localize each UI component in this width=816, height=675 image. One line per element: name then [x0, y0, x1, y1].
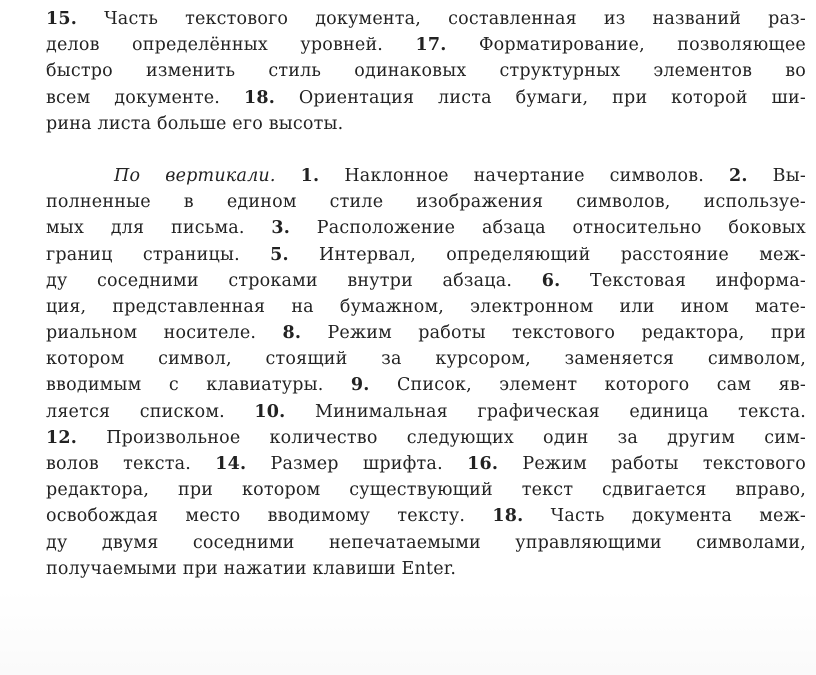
clue-text: Интервал, определяющий расстояние меж-	[288, 244, 806, 265]
text-line	[46, 530, 806, 556]
clue-text: вводимым с клавиатуры.	[46, 375, 351, 396]
horizontal-clues-tail	[46, 6, 806, 137]
text-line	[46, 163, 806, 189]
text-line	[46, 294, 806, 320]
clue-number: 14.	[215, 454, 247, 474]
clue-number: 16.	[467, 454, 499, 474]
text-line	[46, 268, 806, 294]
clue-text: Размер шрифта.	[246, 454, 468, 474]
clue-text: получаемыми при нажатии клавиши Enter.	[46, 558, 457, 579]
text-line	[46, 6, 806, 32]
clue-text: ду двумя соседними непечатаемыми управляющими символами,	[46, 532, 806, 553]
text-line	[46, 399, 806, 425]
clue-text: котором символ, стоящий за курсором, заменяется символом,	[46, 349, 806, 370]
clue-text: Наклонное начертание символов.	[319, 165, 730, 186]
clue-text: волов текста.	[46, 454, 216, 474]
clue-text: полненные в едином стиле изображения символов, используе-	[46, 192, 806, 213]
clue-text: ду соседними строками внутри абзаца.	[46, 270, 542, 291]
clue-text: границ страницы.	[46, 244, 271, 265]
text-line	[46, 503, 806, 529]
vertical-clues	[46, 163, 806, 582]
text-line	[46, 320, 806, 346]
clue-number: 12.	[46, 427, 78, 448]
clue-number: 18.	[243, 87, 275, 108]
clue-number: 8.	[282, 323, 302, 344]
text-line	[46, 189, 806, 215]
clue-number: 9.	[350, 375, 370, 396]
clue-text: Режим работы текстового	[498, 454, 806, 474]
clue-text: Список, элемент которого сам яв-	[369, 375, 807, 396]
text-line	[46, 477, 806, 503]
crossword-clues-page	[46, 6, 806, 582]
clue-text: делов определённых уровней.	[46, 35, 416, 56]
clue-text: рина листа больше его высоты.	[46, 113, 344, 134]
clue-text: Текстовая информа-	[560, 270, 806, 291]
clue-text: Вы-	[747, 165, 806, 186]
clue-text: редактора, при котором существующий текст сдвигается вправо,	[46, 480, 806, 501]
clue-text: Минимальная графическая единица текста.	[285, 401, 806, 422]
clue-text: мых для письма.	[46, 218, 272, 239]
clue-text: риальном носителе.	[46, 323, 283, 344]
text-line	[46, 451, 806, 477]
clue-number: 6.	[541, 270, 561, 291]
text-line	[46, 111, 806, 137]
text-line	[46, 346, 806, 372]
clue-number: 2.	[729, 165, 748, 186]
paragraph-gap	[46, 137, 806, 163]
clue-text: ция, представленная на бумажном, электронном или ином мате-	[46, 296, 806, 317]
clue-text: освобождая место вводимому тексту.	[46, 506, 493, 527]
text-line	[46, 58, 806, 84]
clue-number: 1.	[300, 165, 320, 186]
clue-number: 18.	[492, 506, 524, 527]
clue-text: Расположение абзаца относительно боковых	[290, 218, 806, 239]
text-line	[46, 32, 806, 58]
page-background	[0, 590, 816, 675]
clue-text: Произвольное количество следующих один за другим сим-	[77, 427, 806, 448]
text-line	[46, 425, 806, 451]
text-line	[46, 556, 806, 582]
clue-number: 3.	[271, 218, 291, 239]
clue-number: 10.	[254, 401, 286, 422]
clue-text: всем документе.	[46, 87, 244, 108]
clue-text: Режим работы текстового редактора, при	[301, 323, 806, 344]
clue-text: Часть документа меж-	[523, 506, 806, 527]
clue-text: ляется списком.	[46, 401, 255, 422]
clue-text: Часть текстового документа, составленная из названий раз-	[77, 9, 806, 29]
text-line	[46, 85, 806, 111]
text-line	[46, 215, 806, 241]
clue-number: 5.	[270, 244, 289, 265]
clue-number: 15.	[46, 9, 78, 29]
section-heading: По вертикали.	[114, 165, 276, 186]
text-line	[46, 372, 806, 398]
clue-number: 17.	[415, 35, 447, 56]
clue-text: Ориентация листа бумаги, при которой ши-	[275, 87, 806, 108]
text-line	[46, 242, 806, 268]
clue-text: быстро изменить стиль одинаковых структурных элементов во	[46, 61, 806, 82]
clue-text: Форматирование, позволяющее	[446, 35, 806, 56]
